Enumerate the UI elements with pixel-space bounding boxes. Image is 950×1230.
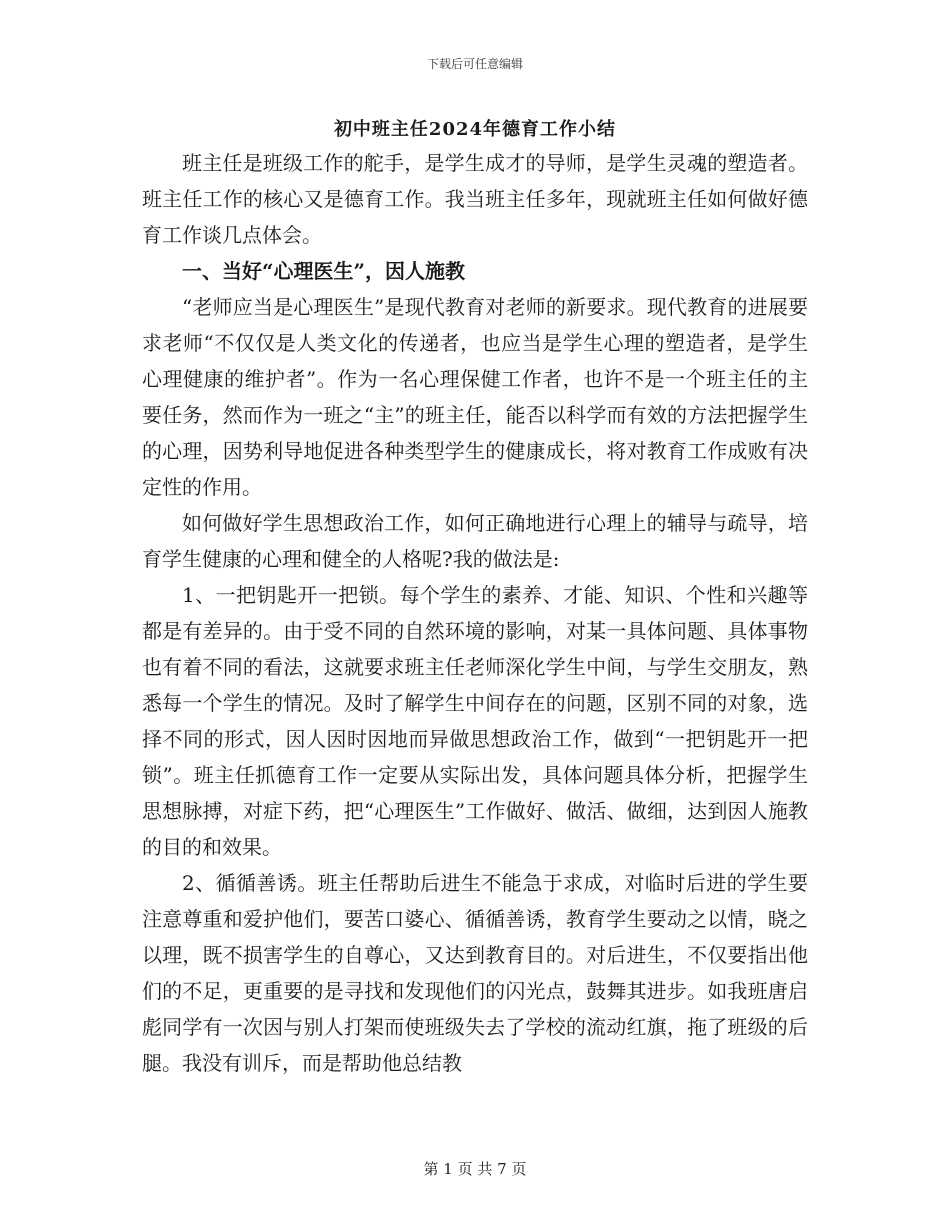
body-paragraph: “老师应当是心理医生”是现代教育对老师的新要求。现代教育的进展要求老师“不仅仅是人类文化的传递者，也应当是学生心理的塑造者，是学生心理健康的维护者”。作为一名心理保健工作者，也许不是一个班主任的主要任务，然而作为一班之“主”的班主任，能否以科学而有效的方法把握学生的心理，因势利导地促进各种类型学生的健康成长，将对教育工作成败有决定性的作用。 — [142, 295, 808, 499]
page-header-note: 下载后可任意编辑 — [426, 57, 523, 71]
page-number-footer: 第 1 页 共 7 页 — [423, 1160, 527, 1178]
body-paragraph: 1、一把钥匙开一把锁。每个学生的素养、才能、知识、个性和兴趣等都是有差异的。由于受不同的自然环境的影响，对某一具体问题、具体事物也有着不同的看法，这就要求班主任老师深化学生中间，与学生交朋友，熟悉每一个学生的情况。及时了解学生中间存在的问题，区别不同的对象，选择不同的形式，因人因时因地而异做思想政治工作，做到“一把钥匙开一把锁”。班主任抓德育工作一定要从实际出发，具体问题具体分析，把握学生思想脉搏，对症下药，把“心理医生”工作做好、做活、做细，达到因人施教的目的和效果。 — [142, 583, 808, 859]
body-paragraph: 2、循循善诱。班主任帮助后进生不能急于求成，对临时后进的学生要注意尊重和爱护他们，要苦口婆心、循循善诱，教育学生要动之以情，晓之以理，既不损害学生的自尊心，又达到教育目的。对后进生，不仅要指出他们的不足，更重要的是寻找和发现他们的闪光点，鼓舞其进步。如我班唐启彪同学有一次因与别人打架而使班级失去了学校的流动红旗，拖了班级的后腿。我没有训斥，而是帮助他总结教 — [142, 871, 808, 1075]
intro-paragraph: 班主任是班级工作的舵手，是学生成才的导师，是学生灵魂的塑造者。班主任工作的核心又是德育工作。我当班主任多年，现就班主任如何做好德育工作谈几点体会。 — [142, 151, 808, 247]
document-title: 初中班主任2024年德育工作小结 — [333, 119, 617, 140]
document-body — [142, 145, 808, 1081]
section-heading: 一、当好“心理医生”，因人施教 — [182, 259, 466, 283]
body-paragraph: 如何做好学生思想政治工作，如何正确地进行心理上的辅导与疏导，培育学生健康的心理和健全的人格呢?我的做法是: — [142, 511, 808, 571]
